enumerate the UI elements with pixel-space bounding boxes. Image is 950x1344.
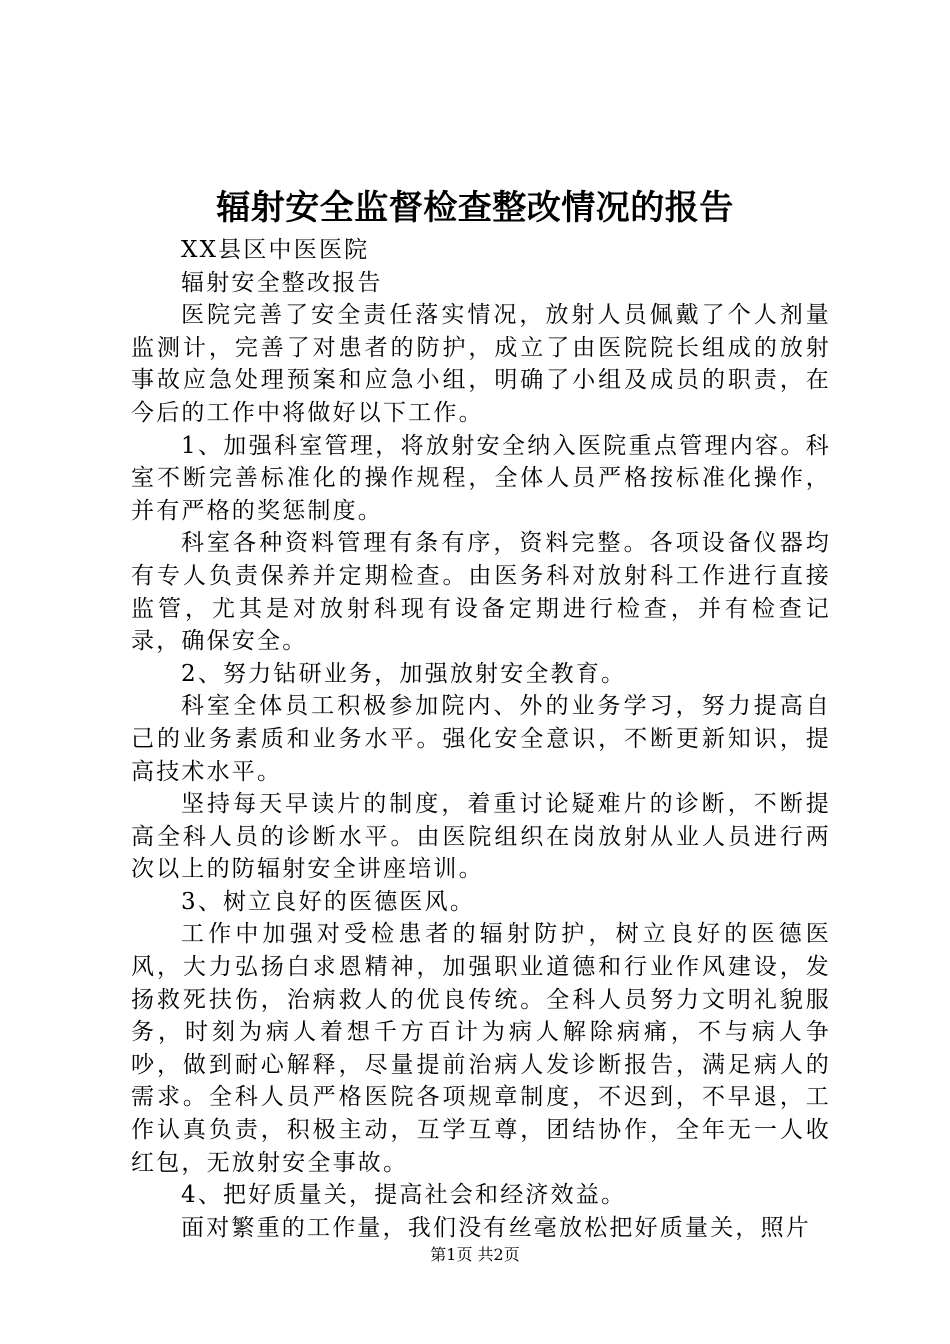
body-paragraph: 工作中加强对受检患者的辐射防护，树立良好的医德医风，大力弘扬白求恩精神，加强职业道德和行业作风建设，发扬救死扶伤，治病救人的优良传统。全科人员努力文明礼貌服务，时刻为病人着想千方百计为病人解除病痛，不与病人争吵，做到耐心解释，尽量提前治病人发诊断报告，满足病人的需求。全科人员严格医院各项规章制度，不迟到，不早退，工作认真负责，积极主动，互学互尊，团结协作，全年无一人收红包，无放射安全事故。 xyxy=(131,921,831,1176)
hospital-name: XX县区中医医院 xyxy=(181,237,370,263)
section-heading: 1、加强科室管理，将放射安全纳入医院重点管理内容。科室不断完善标准化的操作规程，全体人员严格按标准化操作，并有严格的奖惩制度。 xyxy=(131,432,831,524)
body-paragraph: 坚持每天早读片的制度，着重讨论疑难片的诊断，不断提高全科人员的诊断水平。由医院组织在岗放射从业人员进行两次以上的防辐射安全讲座培训。 xyxy=(131,791,831,883)
section-heading: 3、树立良好的医德医风。 xyxy=(181,888,476,915)
body-paragraph: 面对繁重的工作量，我们没有丝毫放松把好质量关，照片 xyxy=(181,1214,811,1241)
document-body xyxy=(131,234,831,1244)
report-subtitle: 辐射安全整改报告 xyxy=(181,269,383,296)
section-heading: 4、把好质量关，提高社会和经济效益。 xyxy=(181,1182,627,1209)
section-heading: 2、努力钻研业务，加强放射安全教育。 xyxy=(181,660,627,687)
page-footer: 第1页 共2页 xyxy=(430,1245,520,1264)
body-paragraph: 科室各种资料管理有条有序，资料完整。各项设备仪器均有专人负责保养并定期检查。由医务科对放射科工作进行直接监管，尤其是对放射科现有设备定期进行检查，并有检查记录，确保安全。 xyxy=(131,530,831,655)
document-title: 辐射安全监督检查整改情况的报告 xyxy=(216,188,734,228)
body-paragraph: 科室全体员工积极参加院内、外的业务学习，努力提高自己的业务素质和业务水平。强化安全意识，不断更新知识，提高技术水平。 xyxy=(131,693,831,785)
body-paragraph: 医院完善了安全责任落实情况，放射人员佩戴了个人剂量监测计，完善了对患者的防护，成立了由医院院长组成的放射事故应急处理预案和应急小组，明确了小组及成员的职责，在今后的工作中将做好以下工作。 xyxy=(131,302,831,426)
